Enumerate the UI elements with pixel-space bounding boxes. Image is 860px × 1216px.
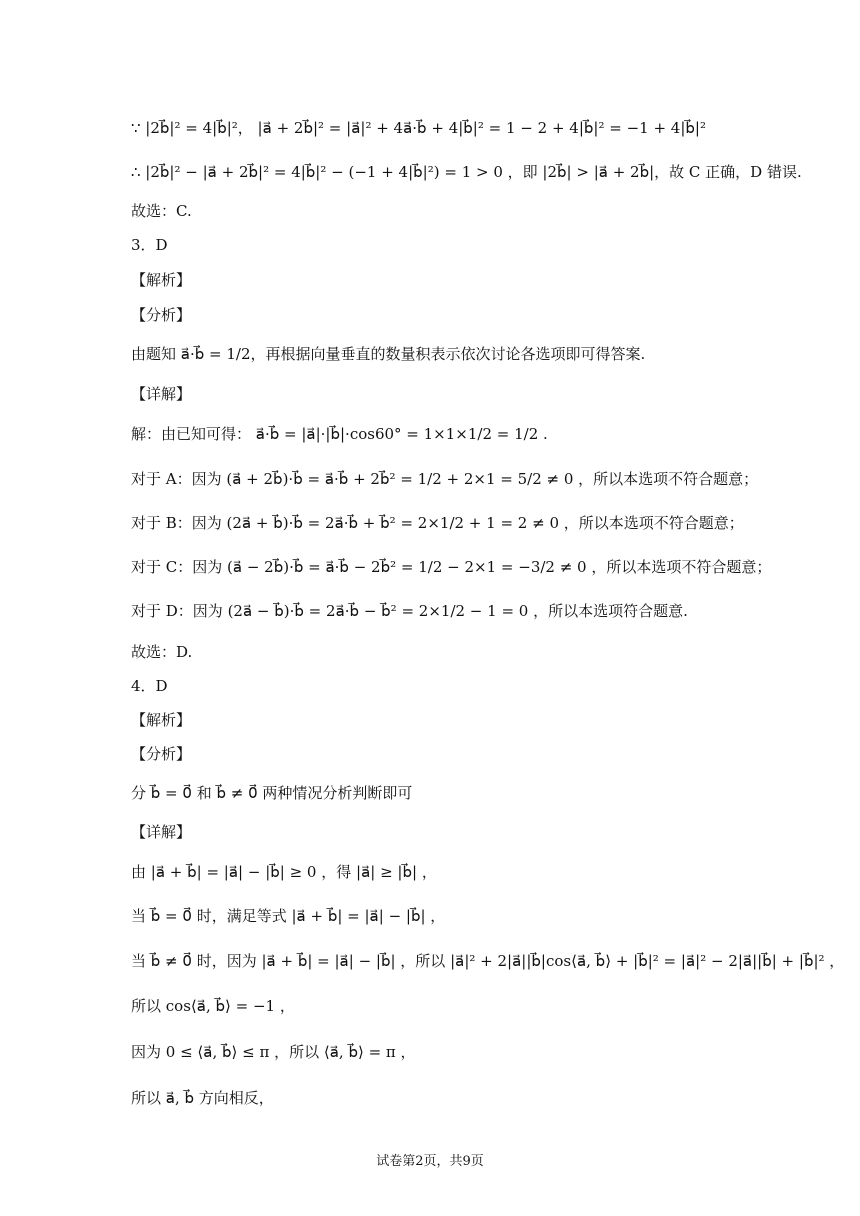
text-line: 所以 a⃗, b⃗ 方向相反， xyxy=(131,1089,274,1107)
text-line: 当 b⃗ = 0⃗ 时，满足等式 |a⃗ + b⃗| = |a⃗| − |b⃗| ， xyxy=(131,907,446,925)
text-line: 分 b⃗ = 0⃗ 和 b⃗ ≠ 0⃗ 两种情况分析判断即可 xyxy=(131,784,413,802)
text-line: 由 |a⃗ + b⃗| = |a⃗| − |b⃗| ≥ 0 ，得 |a⃗| ≥ |b⃗| ， xyxy=(131,863,437,881)
text-line: 因为 0 ≤ ⟨a⃗, b⃗⟩ ≤ π ，所以 ⟨a⃗, b⃗⟩ = π ， xyxy=(131,1043,416,1061)
section-heading: 【解析】 xyxy=(131,711,192,729)
question-number: 3．D xyxy=(131,236,168,254)
page-footer: 试卷第2页，共9页 xyxy=(376,1154,484,1169)
section-heading: 【分析】 xyxy=(131,306,192,324)
text-line: 由题知 a⃗·b⃗ = 1/2，再根据向量垂直的数量积表示依次讨论各选项即可得答案. xyxy=(131,345,646,363)
section-heading: 【详解】 xyxy=(131,823,192,841)
text-line: 对于 D：因为 (2a⃗ − b⃗)·b⃗ = 2a⃗·b⃗ − b⃗² = 2×1/2 − 1 = 0 ，所以本选项符合题意. xyxy=(131,602,688,620)
text-line: 故选：C. xyxy=(131,202,192,220)
text-line: 对于 A：因为 (a⃗ + 2b⃗)·b⃗ = a⃗·b⃗ + 2b⃗² = 1/2 + 2×1 = 5/2 ≠ 0 ，所以本选项不符合题意； xyxy=(131,470,759,488)
text-line: 故选：D. xyxy=(131,643,193,661)
text-line: 所以 cos⟨a⃗, b⃗⟩ = −1 ， xyxy=(131,997,295,1015)
section-heading: 【分析】 xyxy=(131,745,192,763)
question-number: 4．D xyxy=(131,677,168,695)
text-line: ∴ |2b⃗|² − |a⃗ + 2b⃗|² = 4|b⃗|² − (−1 + 4|b⃗|²) = 1 > 0 ，即 |2b⃗| > |a⃗ + 2b⃗|，故 C 正确，D 错误. xyxy=(131,163,802,181)
text-line: ∵ |2b⃗|² = 4|b⃗|²， |a⃗ + 2b⃗|² = |a⃗|² + 4a⃗·b⃗ + 4|b⃗|² = 1 − 2 + 4|b⃗|² = −1 + 4|b⃗|² xyxy=(131,119,706,137)
text-line: 对于 B：因为 (2a⃗ + b⃗)·b⃗ = 2a⃗·b⃗ + b⃗² = 2×1/2 + 1 = 2 ≠ 0 ，所以本选项不符合题意； xyxy=(131,514,744,532)
text-line: 解：由已知可得： a⃗·b⃗ = |a⃗|·|b⃗|·cos60° = 1×1×1/2 = 1/2 . xyxy=(131,425,548,443)
text-line: 对于 C：因为 (a⃗ − 2b⃗)·b⃗ = a⃗·b⃗ − 2b⃗² = 1/2 − 2×1 = −3/2 ≠ 0 ，所以本选项不符合题意； xyxy=(131,558,772,576)
text-line: 当 b⃗ ≠ 0⃗ 时，因为 |a⃗ + b⃗| = |a⃗| − |b⃗| ，所以 |a⃗|² + 2|a⃗||b⃗|cos⟨a⃗, b⃗⟩ + |b⃗|² = |a⃗|² − 2|a⃗||b⃗| + |b⃗|² ， xyxy=(131,952,845,970)
section-heading: 【解析】 xyxy=(131,271,192,289)
section-heading: 【详解】 xyxy=(131,385,192,403)
